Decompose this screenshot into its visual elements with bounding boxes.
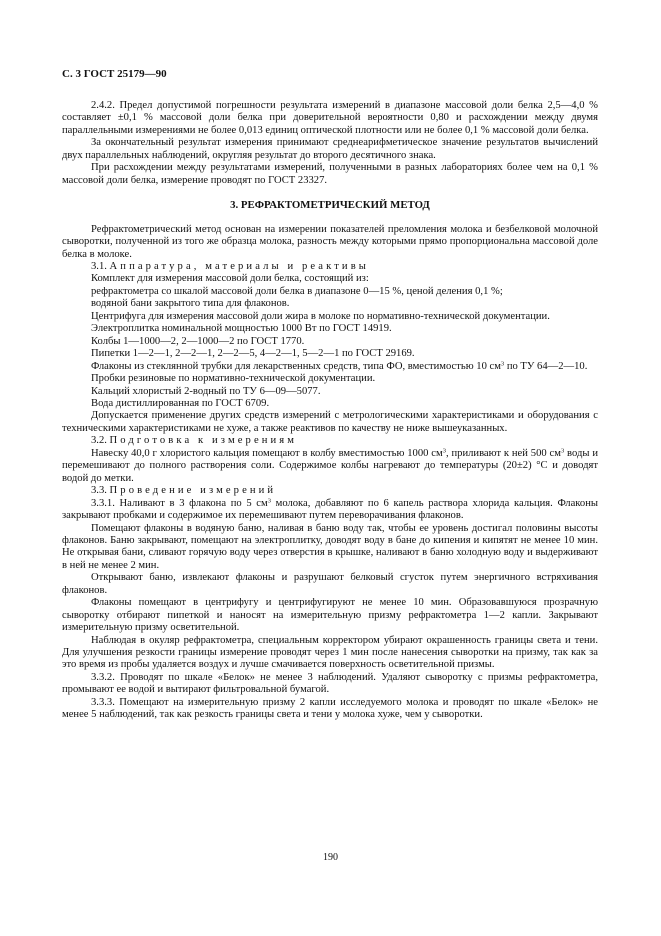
procedure-paragraph: Наблюдая в окуляр рефрактометра, специальным корректором убирают окрашенность границы света и тени. Для улучшения резкости границы измерение проводят через 1 мин после нанесения сыворотки на призму, так как за это время из пробы удаляется воздух и лучше смачивается поверхность осветительной призмы.: [62, 634, 598, 671]
running-header: С. 3 ГОСТ 25179—90: [62, 68, 167, 80]
subsection-title: Аппаратура, материалы и реактивы: [109, 260, 370, 272]
equipment-item: Кальций хлористый 2-водный по ТУ 6—09—5077.: [91, 385, 321, 397]
text-run: Флаконы из стеклянной трубки для лекарственных средств, типа ФО, вместимостью 10 см: [91, 360, 501, 372]
superscript: 3: [500, 360, 505, 368]
subsection-number: 3.1.: [91, 260, 110, 272]
paragraph-3-3-1: [62, 498, 598, 523]
equipment-item-flasks: [62, 361, 598, 373]
paragraph-3-3-2: 3.3.2. Проводят по шкале «Белок» не менее 3 наблюдений. Удаляют сыворотку с призмы рефрактометра, промывают ее водой и вытирают фильтровальной бумагой.: [62, 671, 598, 696]
equipment-item: водяной бани закрытого типа для флаконов.: [91, 298, 290, 310]
text-run: , приливают к ней 500 см: [445, 447, 561, 459]
subsection-title: Проведение измерений: [109, 485, 277, 497]
procedure-paragraph: Флаконы помещают в центрифугу и центрифугируют не менее 10 мин. Образовавшуюся прозрачную сыворотку отбирают пипеткой и наносят на измерительную призму рефрактометра 1—2 капли. Закрывают измерительную призму осветительной.: [62, 597, 598, 634]
text-run: по ТУ 64—2—10.: [504, 360, 588, 372]
text-run: воды и перемешивают до полного растворения соли. Содержимое колбы нагревают до температуры (20±2) °С и доводят водой до метки.: [62, 447, 598, 484]
equipment-item: рефрактометра со шкалой массовой доли белка в диапазоне 0—15 %, ценой деления 0,1 %;: [91, 285, 503, 297]
equipment-item: Электроплитка номинальной мощностью 1000 Вт по ГОСТ 14919.: [91, 323, 392, 335]
text-run: 3.3.1. Наливают в 3 флакона по 5 см: [91, 497, 268, 509]
text-run: Навеску 40,0 г хлористого кальция помещают в колбу вместимостью 1000 см: [91, 447, 443, 459]
superscript: 3: [442, 447, 446, 455]
paragraph-discrepancy: При расхождении между результатами измерений, полученными в разных лабораториях более чем на 0,1 % массовой доли белка, измерение проводят по ГОСТ 23327.: [62, 162, 598, 186]
equipment-item: Комплект для измерения массовой доли белка, состоящий из:: [91, 273, 369, 285]
section-3-title: 3. РЕФРАКТОМЕТРИЧЕСКИЙ МЕТОД: [230, 199, 430, 212]
preparation-paragraph: [62, 448, 598, 485]
superscript: 3: [267, 497, 271, 505]
subsection-number: 3.2.: [91, 435, 110, 447]
text-run: молока, добавляют по 6 капель раствора хлорида кальция. Флаконы закрывают пробками и содержимое их перемешивают путем переворачивания флаконов.: [62, 497, 598, 522]
subsection-number: 3.3.: [91, 485, 110, 497]
paragraph-2-4-2: 2.4.2. Предел допустимой погрешности результата измерений в диапазоне массовой доли белка 2,5—4,0 % составляет ±0,1 % массовой доли белка при доверительной вероятности 0,80 и расхождении между двумя параллельными измерениями не более 0,013 единиц оптической плотности или не более 0,1 % массовой доли белка.: [62, 100, 598, 136]
equipment-note: Допускается применение других средств измерений с метрологическими характеристиками и оборудования с техническими характеристиками не хуже, а также реактивов по качеству не ниже вышеуказанных.: [62, 410, 598, 434]
page-number: 190: [323, 852, 338, 863]
equipment-item: Пипетки 1—2—1, 2—2—1, 2—2—5, 4—2—1, 5—2—1 по ГОСТ 29169.: [91, 348, 415, 360]
subsection-title: Подготовка к измерениям: [109, 435, 298, 447]
equipment-item: Пробки резиновые по нормативно-технической документации.: [91, 373, 376, 385]
superscript: 3: [560, 447, 565, 455]
subsection-3-3-heading: [62, 485, 598, 497]
equipment-item: Колбы 1—1000—2, 2—1000—2 по ГОСТ 1770.: [91, 335, 305, 347]
document-body: [62, 100, 598, 722]
section-3-intro: Рефрактометрический метод основан на измерении показателей преломления молока и безбелковой молочной сыворотки, полученной из того же образца молока, разность между которыми прямо пропорциональна массовой доле белка в молоке.: [62, 223, 598, 260]
procedure-paragraph: Помещают флаконы в водяную баню, наливая в баню воду так, чтобы ее уровень достигал половины высоты флаконов. Баню закрывают, помещают на электроплитку, доводят воду в бане до кипения и кипятят не менее 10 мин. Не открывая бани, сливают горячую воду через отверстия в крышке, наливают в баню холодную воду и выдерживают в ней не менее 2 мин.: [62, 522, 598, 571]
procedure-paragraph: Открывают баню, извлекают флаконы и разрушают белковый сгусток путем энергичного встряхивания флаконов.: [62, 572, 598, 596]
subsection-3-2-heading: [62, 435, 598, 447]
paragraph-3-3-3: 3.3.3. Помещают на измерительную призму 2 капли исследуемого молока и проводят по шкале «Белок» не менее 5 наблюдений, так как резкость границы света и тени у молока хуже, чем у сыворотки.: [62, 696, 598, 721]
paragraph-final-result: За окончательный результат измерения принимают среднеарифметическое значение результатов вычислений двух параллельных наблюдений, округляя результат до второго десятичного знака.: [62, 137, 598, 161]
equipment-item: Вода дистиллированная по ГОСТ 6709.: [91, 397, 270, 409]
subsection-3-1-heading: [62, 261, 598, 273]
equipment-item: Центрифуга для измерения массовой доли жира в молоке по нормативно-технической документации.: [91, 310, 550, 322]
